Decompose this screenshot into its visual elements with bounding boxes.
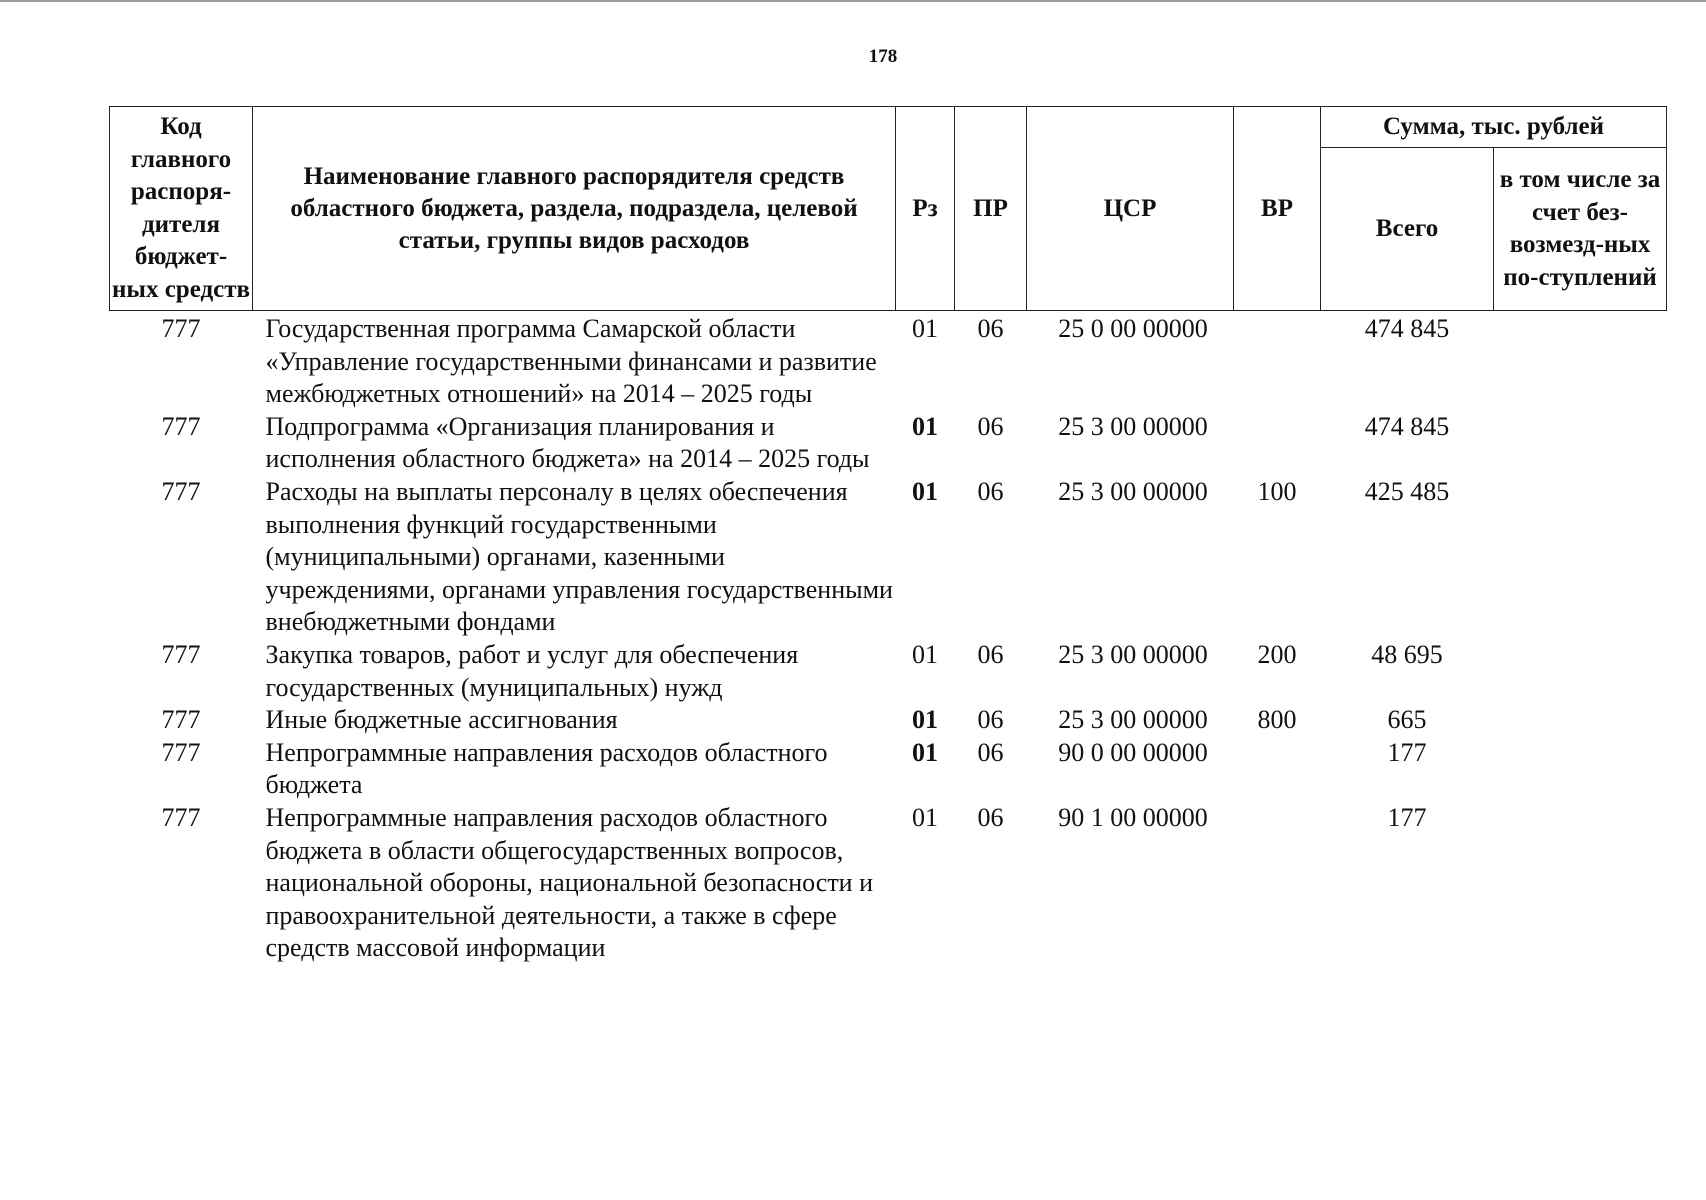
header-vsego: Всего [1321,148,1494,311]
cell-rz: 01 [912,802,938,832]
cell-kod: 777 [161,705,201,735]
table-row [110,476,1667,639]
cell-csr: 25 3 00 00000 [1058,705,1208,735]
cell-kod: 777 [161,639,201,669]
cell-vsego: 665 [1387,705,1427,735]
table-body [110,311,1667,965]
cell-inc [1494,737,1667,802]
table-header [110,107,1667,311]
cell-vr [1234,311,1321,411]
header-inc: в том числе за счет без-возмезд-ных по-ступлений [1494,148,1667,311]
cell-kod: 777 [161,737,201,767]
cell-rz: 01 [912,476,938,506]
cell-vsego: 177 [1387,737,1427,767]
cell-vr: 200 [1257,639,1297,669]
header-kod: Код главного распоря-дителя бюджет-ных средств [110,107,253,311]
cell-pr: 06 [977,639,1004,669]
cell-csr: 90 1 00 00000 [1058,802,1208,832]
header-pr: ПР [955,107,1027,311]
header-name: Наименование главного распорядителя средств областного бюджета, раздела, подраздела, целевой статьи, группы видов расходов [253,107,896,311]
cell-csr: 25 3 00 00000 [1058,639,1208,669]
cell-rz: 01 [912,314,938,343]
header-rz: Рз [896,107,955,311]
cell-csr: 25 3 00 00000 [1058,476,1208,506]
cell-csr: 90 0 00 00000 [1058,737,1208,767]
cell-name: Иные бюджетные ассигнования [265,705,618,735]
cell-vr [1234,737,1321,802]
table-row [110,704,1667,737]
cell-inc [1494,639,1667,704]
header-vr: ВР [1234,107,1321,311]
header-csr: ЦСР [1027,107,1234,311]
cell-pr: 06 [977,737,1004,767]
cell-pr: 06 [977,705,1004,735]
cell-vr [1234,802,1321,965]
cell-name: Непрограммные направления расходов областного бюджета в области общегосударственных вопросов, национальной обороны, национальной безопасности и правоохранительной деятельности, а также в сфере средств массовой информации [265,802,874,963]
cell-kod: 777 [161,314,201,343]
cell-kod: 777 [161,802,201,832]
cell-name: Закупка товаров, работ и услуг для обеспечения государственных (муниципальных) нужд [265,639,799,702]
top-border-line [0,0,1706,2]
cell-name: Подпрограмма «Организация планирования и исполнения областного бюджета» на 2014 – 2025 годы [265,411,870,474]
cell-vsego: 474 845 [1364,411,1450,441]
cell-name: Расходы на выплаты персоналу в целях обеспечения выполнения функций государственными (муниципальными) органами, казенными учреждениями, органами управления государственными внебюджетными фондами [265,476,893,637]
cell-rz: 01 [912,639,938,669]
header-sum: Сумма, тыс. рублей [1321,107,1667,148]
cell-rz: 01 [912,705,938,735]
cell-vsego: 48 695 [1371,639,1443,669]
cell-inc [1494,802,1667,965]
cell-inc [1494,411,1667,476]
cell-pr: 06 [977,476,1004,506]
cell-inc [1494,311,1667,411]
table-row [110,802,1667,965]
cell-pr: 06 [977,411,1004,441]
cell-pr: 06 [977,802,1004,832]
cell-vr: 800 [1257,705,1297,735]
cell-inc [1494,704,1667,737]
cell-vr [1234,411,1321,476]
table-row [110,737,1667,802]
cell-vr: 100 [1257,476,1297,506]
page-number: 178 [868,46,898,67]
cell-csr: 25 3 00 00000 [1058,411,1208,441]
cell-inc [1494,476,1667,639]
table-row [110,639,1667,704]
cell-name: Государственная программа Самарской области «Управление государственными финансами и развитие межбюджетных отношений» на 2014 – 2025 годы [265,314,877,409]
cell-rz: 01 [912,737,938,767]
cell-vsego: 425 485 [1364,476,1450,506]
cell-rz: 01 [912,411,938,441]
cell-kod: 777 [161,411,201,441]
cell-kod: 777 [161,476,201,506]
budget-table [109,106,1667,965]
cell-vsego: 474 845 [1364,314,1450,343]
cell-name: Непрограммные направления расходов областного бюджета [265,737,828,800]
table-row [110,311,1667,411]
table-row [110,411,1667,476]
cell-pr: 06 [977,314,1004,343]
cell-vsego: 177 [1387,802,1427,832]
cell-csr: 25 0 00 00000 [1058,314,1208,343]
